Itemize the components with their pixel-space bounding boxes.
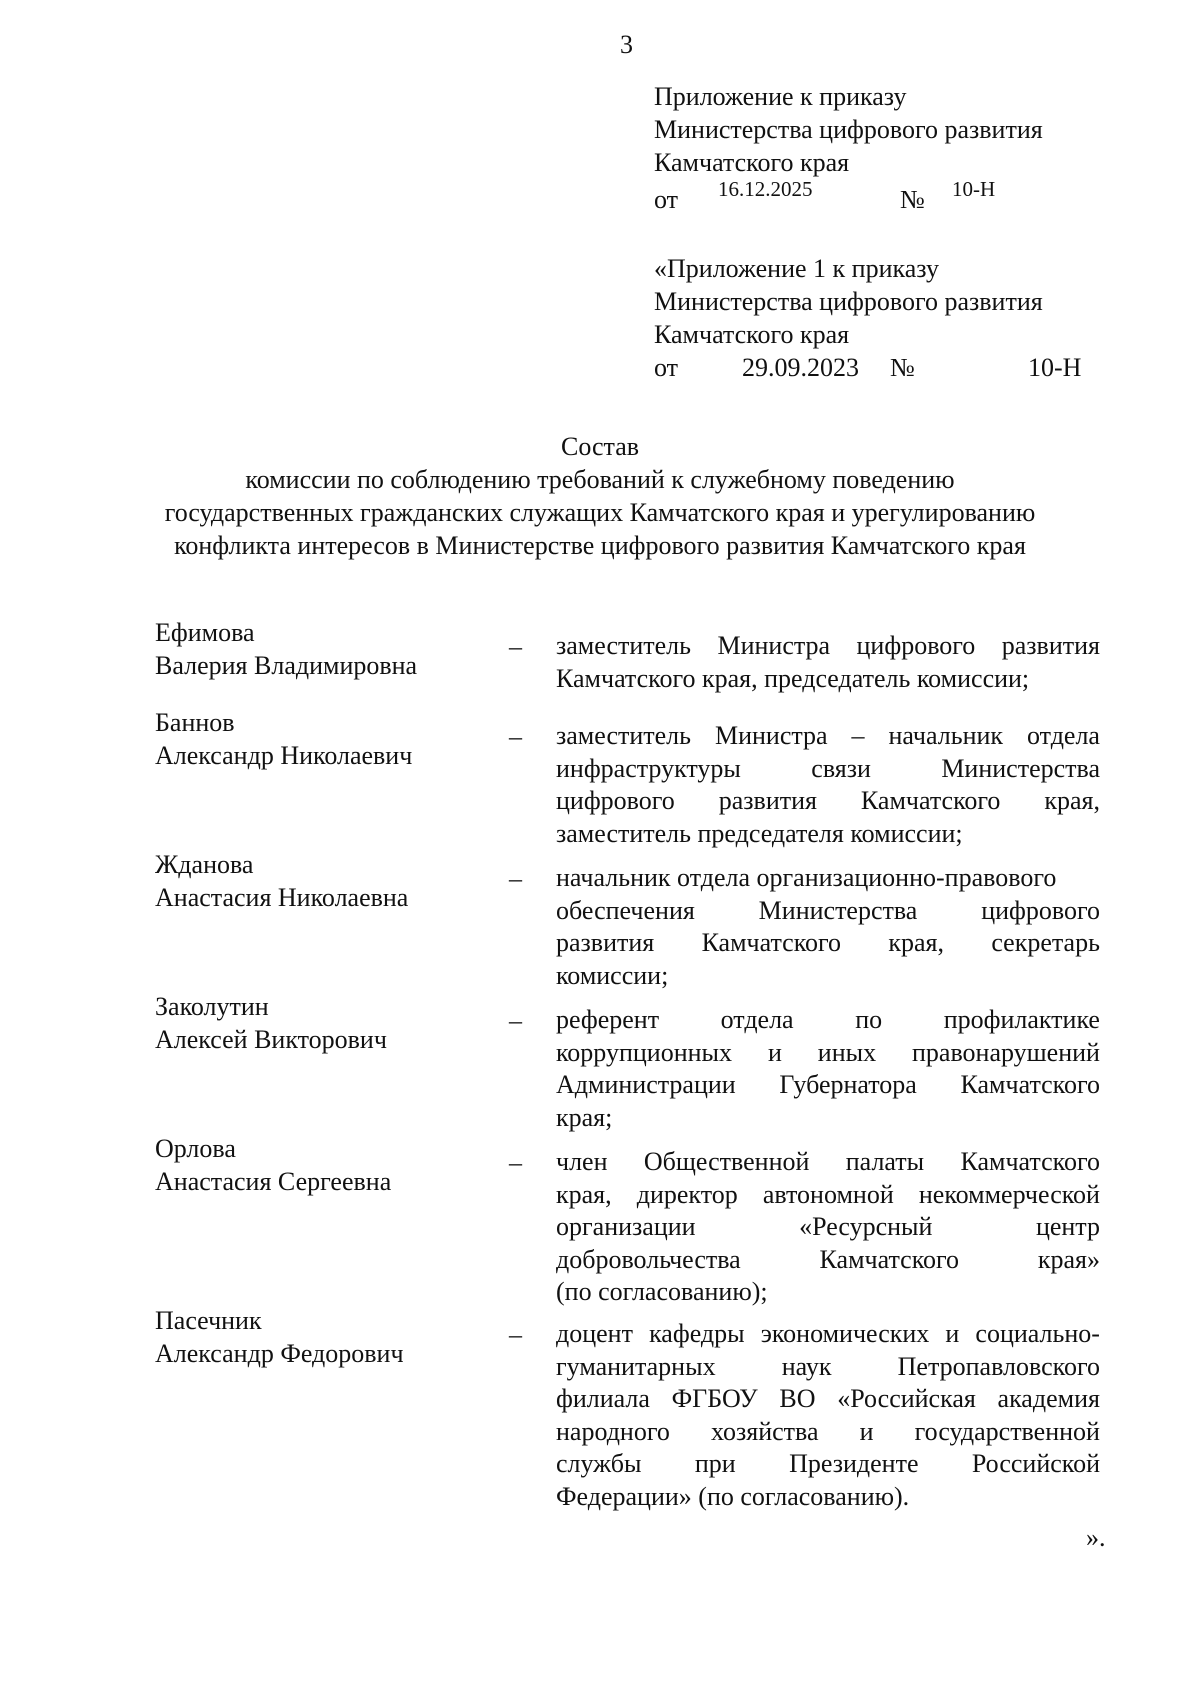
role-word: профилактике: [943, 1005, 1100, 1034]
role-word: иных: [817, 1037, 877, 1067]
role-word: заместитель: [556, 721, 692, 750]
role-word: Общественной: [643, 1147, 810, 1176]
member-dash: –: [509, 722, 522, 751]
role-word: (по согласованию);: [556, 1277, 768, 1306]
role-word: заместитель председателя комиссии;: [556, 818, 963, 848]
role-word: и: [859, 1416, 874, 1446]
role-line: [556, 1102, 1100, 1135]
order-number: 10-Н: [952, 177, 996, 201]
role-word: референт: [556, 1005, 660, 1034]
role-word: «Российская: [837, 1384, 976, 1413]
role-word: народного: [556, 1416, 670, 1446]
role-line: [556, 960, 1100, 993]
member-given-names: Валерия Владимировна: [155, 651, 418, 680]
member-dash: –: [509, 1148, 522, 1177]
member-surname: Баннов: [155, 708, 235, 737]
member-role: [556, 1318, 1100, 1513]
role-word: развития: [1001, 631, 1100, 660]
role-word: академия: [997, 1384, 1100, 1413]
role-word: Федерации» (по согласованию).: [556, 1481, 910, 1511]
role-word: цифрового: [556, 786, 675, 815]
role-line: [556, 720, 1100, 753]
member-role: [556, 862, 1100, 992]
member-role: [556, 1004, 1100, 1134]
role-word: отдела: [720, 1005, 794, 1034]
role-word: службы: [556, 1449, 642, 1478]
member-name: [155, 706, 412, 772]
role-word: края,: [888, 928, 944, 957]
member-dash: –: [509, 864, 522, 893]
role-word: края»: [1037, 1244, 1100, 1274]
role-word: социально-: [975, 1319, 1100, 1348]
role-word: гуманитарных: [556, 1351, 716, 1381]
role-word: и: [767, 1037, 782, 1067]
role-word: инфраструктуры: [556, 753, 741, 783]
role-word: директор: [636, 1179, 738, 1209]
role-line: [556, 862, 1100, 895]
role-word: обеспечения: [556, 895, 695, 925]
attachment-line-3: Камчатского края: [654, 148, 850, 177]
role-line: [556, 1211, 1100, 1244]
member-name: [155, 990, 387, 1056]
role-word: член: [556, 1147, 608, 1176]
prev-from-label: от: [654, 353, 679, 382]
role-word: некоммерческой: [918, 1179, 1100, 1209]
member-name: [155, 616, 417, 682]
role-word: Камчатского: [819, 1244, 960, 1274]
role-word: «Ресурсный: [799, 1212, 933, 1241]
role-line: [556, 1416, 1100, 1449]
role-line: [556, 818, 1100, 851]
role-word: организации: [556, 1212, 696, 1241]
prev-attachment-date-line: [654, 351, 1082, 384]
role-line: [556, 1146, 1100, 1179]
member-surname: Заколутин: [155, 992, 269, 1021]
title-line-4: конфликта интересов в Министерстве цифрового развития Камчатского края: [174, 531, 1026, 560]
role-word: экономических: [760, 1319, 930, 1348]
role-word: цифрового: [981, 895, 1100, 925]
previous-attachment-header: [654, 252, 1082, 384]
role-word: наук: [781, 1351, 832, 1381]
role-word: и: [945, 1319, 960, 1348]
role-word: коррупционных: [556, 1037, 733, 1067]
role-word: при: [694, 1449, 736, 1478]
member-role: [556, 1146, 1100, 1309]
prev-attachment-line-1: «Приложение 1 к приказу: [654, 254, 940, 283]
member-surname: Ефимова: [155, 618, 255, 647]
title-line-3: государственных гражданских служащих Камчатского края и урегулированию: [164, 498, 1036, 527]
member-name: [155, 848, 408, 914]
role-word: автономной: [762, 1179, 894, 1209]
role-line: [556, 927, 1100, 960]
prev-attachment-line-3: Камчатского края: [654, 320, 850, 349]
role-word: комиссии;: [556, 960, 669, 990]
number-sign: №: [900, 185, 925, 214]
member-surname: Орлова: [155, 1134, 236, 1163]
role-line: [556, 1069, 1100, 1102]
member-given-names: Алексей Викторович: [155, 1025, 387, 1054]
attachment-date-line: [654, 179, 1043, 212]
role-word: Министра: [717, 631, 831, 660]
role-word: хозяйства: [710, 1416, 819, 1446]
prev-attachment-line-2: Министерства цифрового развития: [654, 287, 1043, 316]
role-word: добровольчества: [556, 1244, 741, 1274]
role-word: заместитель: [556, 631, 692, 660]
role-line: [556, 1179, 1100, 1212]
member-dash: –: [509, 1320, 522, 1349]
role-word: филиала: [556, 1384, 650, 1413]
from-label: от: [654, 185, 679, 214]
role-word: Камчатского: [960, 1070, 1100, 1099]
role-word: центр: [1035, 1212, 1100, 1241]
role-word: Президенте: [789, 1449, 919, 1478]
role-line: [556, 1004, 1100, 1037]
member-role: [556, 630, 1100, 695]
role-word: кафедры: [649, 1319, 745, 1348]
role-word: развития: [718, 786, 817, 815]
role-word: края;: [556, 1102, 613, 1132]
role-line: [556, 1244, 1100, 1277]
role-line: [556, 630, 1100, 663]
role-word: Камчатского края, председатель комиссии;: [556, 663, 1030, 693]
member-given-names: Анастасия Николаевна: [155, 883, 409, 912]
role-word: Камчатского: [701, 928, 842, 957]
role-word: края,: [556, 1179, 612, 1209]
role-line: [556, 895, 1100, 928]
closing-quote: ».: [1086, 1523, 1106, 1552]
role-word: Российской: [971, 1449, 1100, 1478]
role-word: ФГБОУ: [671, 1384, 758, 1413]
role-line: [556, 1481, 1100, 1514]
member-given-names: Александр Федорович: [155, 1339, 404, 1368]
title-line-2: комиссии по соблюдению требований к служебному поведению: [245, 465, 955, 494]
role-line: [556, 1037, 1100, 1070]
role-line: [556, 1276, 1100, 1309]
role-word: развития: [556, 928, 655, 957]
member-name: [155, 1304, 404, 1370]
role-word: государственной: [914, 1416, 1100, 1446]
role-line: [556, 1383, 1100, 1416]
role-word: ВО: [779, 1384, 816, 1413]
page-number: 3: [620, 30, 633, 59]
member-given-names: Александр Николаевич: [155, 741, 413, 770]
role-line: [556, 785, 1100, 818]
member-given-names: Анастасия Сергеевна: [155, 1167, 392, 1196]
member-dash: –: [509, 632, 522, 661]
attachment-line-1: Приложение к приказу: [654, 82, 907, 111]
prev-number-sign: №: [890, 353, 915, 382]
member-name: [155, 1132, 391, 1198]
prev-order-number: 10-Н: [1028, 353, 1082, 382]
role-word: Министерства: [941, 753, 1100, 783]
prev-order-date: 29.09.2023: [742, 353, 859, 382]
role-word: отдела: [1027, 721, 1100, 750]
role-word: края,: [1044, 786, 1100, 815]
role-word: начальник отдела организационно-правового: [556, 863, 1057, 892]
role-word: Петропавловского: [897, 1351, 1100, 1381]
role-line: [556, 1448, 1100, 1481]
role-word: –: [851, 721, 865, 750]
role-word: доцент: [556, 1319, 633, 1348]
member-dash: –: [509, 1006, 522, 1035]
role-word: Министерства: [758, 895, 918, 925]
role-word: секретарь: [991, 928, 1100, 957]
role-word: по: [855, 1005, 883, 1034]
role-line: [556, 663, 1100, 696]
role-line: [556, 753, 1100, 786]
role-word: палаты: [845, 1147, 925, 1176]
order-attachment-header: [654, 80, 1043, 212]
role-line: [556, 1318, 1100, 1351]
role-word: Камчатского: [960, 1147, 1100, 1176]
title-line-1: Состав: [560, 432, 640, 461]
order-date: 16.12.2025: [718, 177, 813, 201]
role-word: Министра: [714, 721, 828, 750]
member-surname: Пасечник: [155, 1306, 262, 1335]
role-word: цифрового: [856, 631, 976, 660]
attachment-line-2: Министерства цифрового развития: [654, 115, 1043, 144]
role-word: Администрации: [556, 1070, 736, 1099]
role-word: Губернатора: [779, 1070, 917, 1099]
role-word: связи: [811, 753, 871, 783]
member-role: [556, 720, 1100, 850]
role-word: начальник: [888, 721, 1004, 750]
member-surname: Жданова: [155, 850, 254, 879]
role-word: правонарушений: [912, 1037, 1100, 1067]
document-title: [0, 430, 1200, 562]
role-line: [556, 1351, 1100, 1384]
role-word: Камчатского: [860, 786, 1001, 815]
